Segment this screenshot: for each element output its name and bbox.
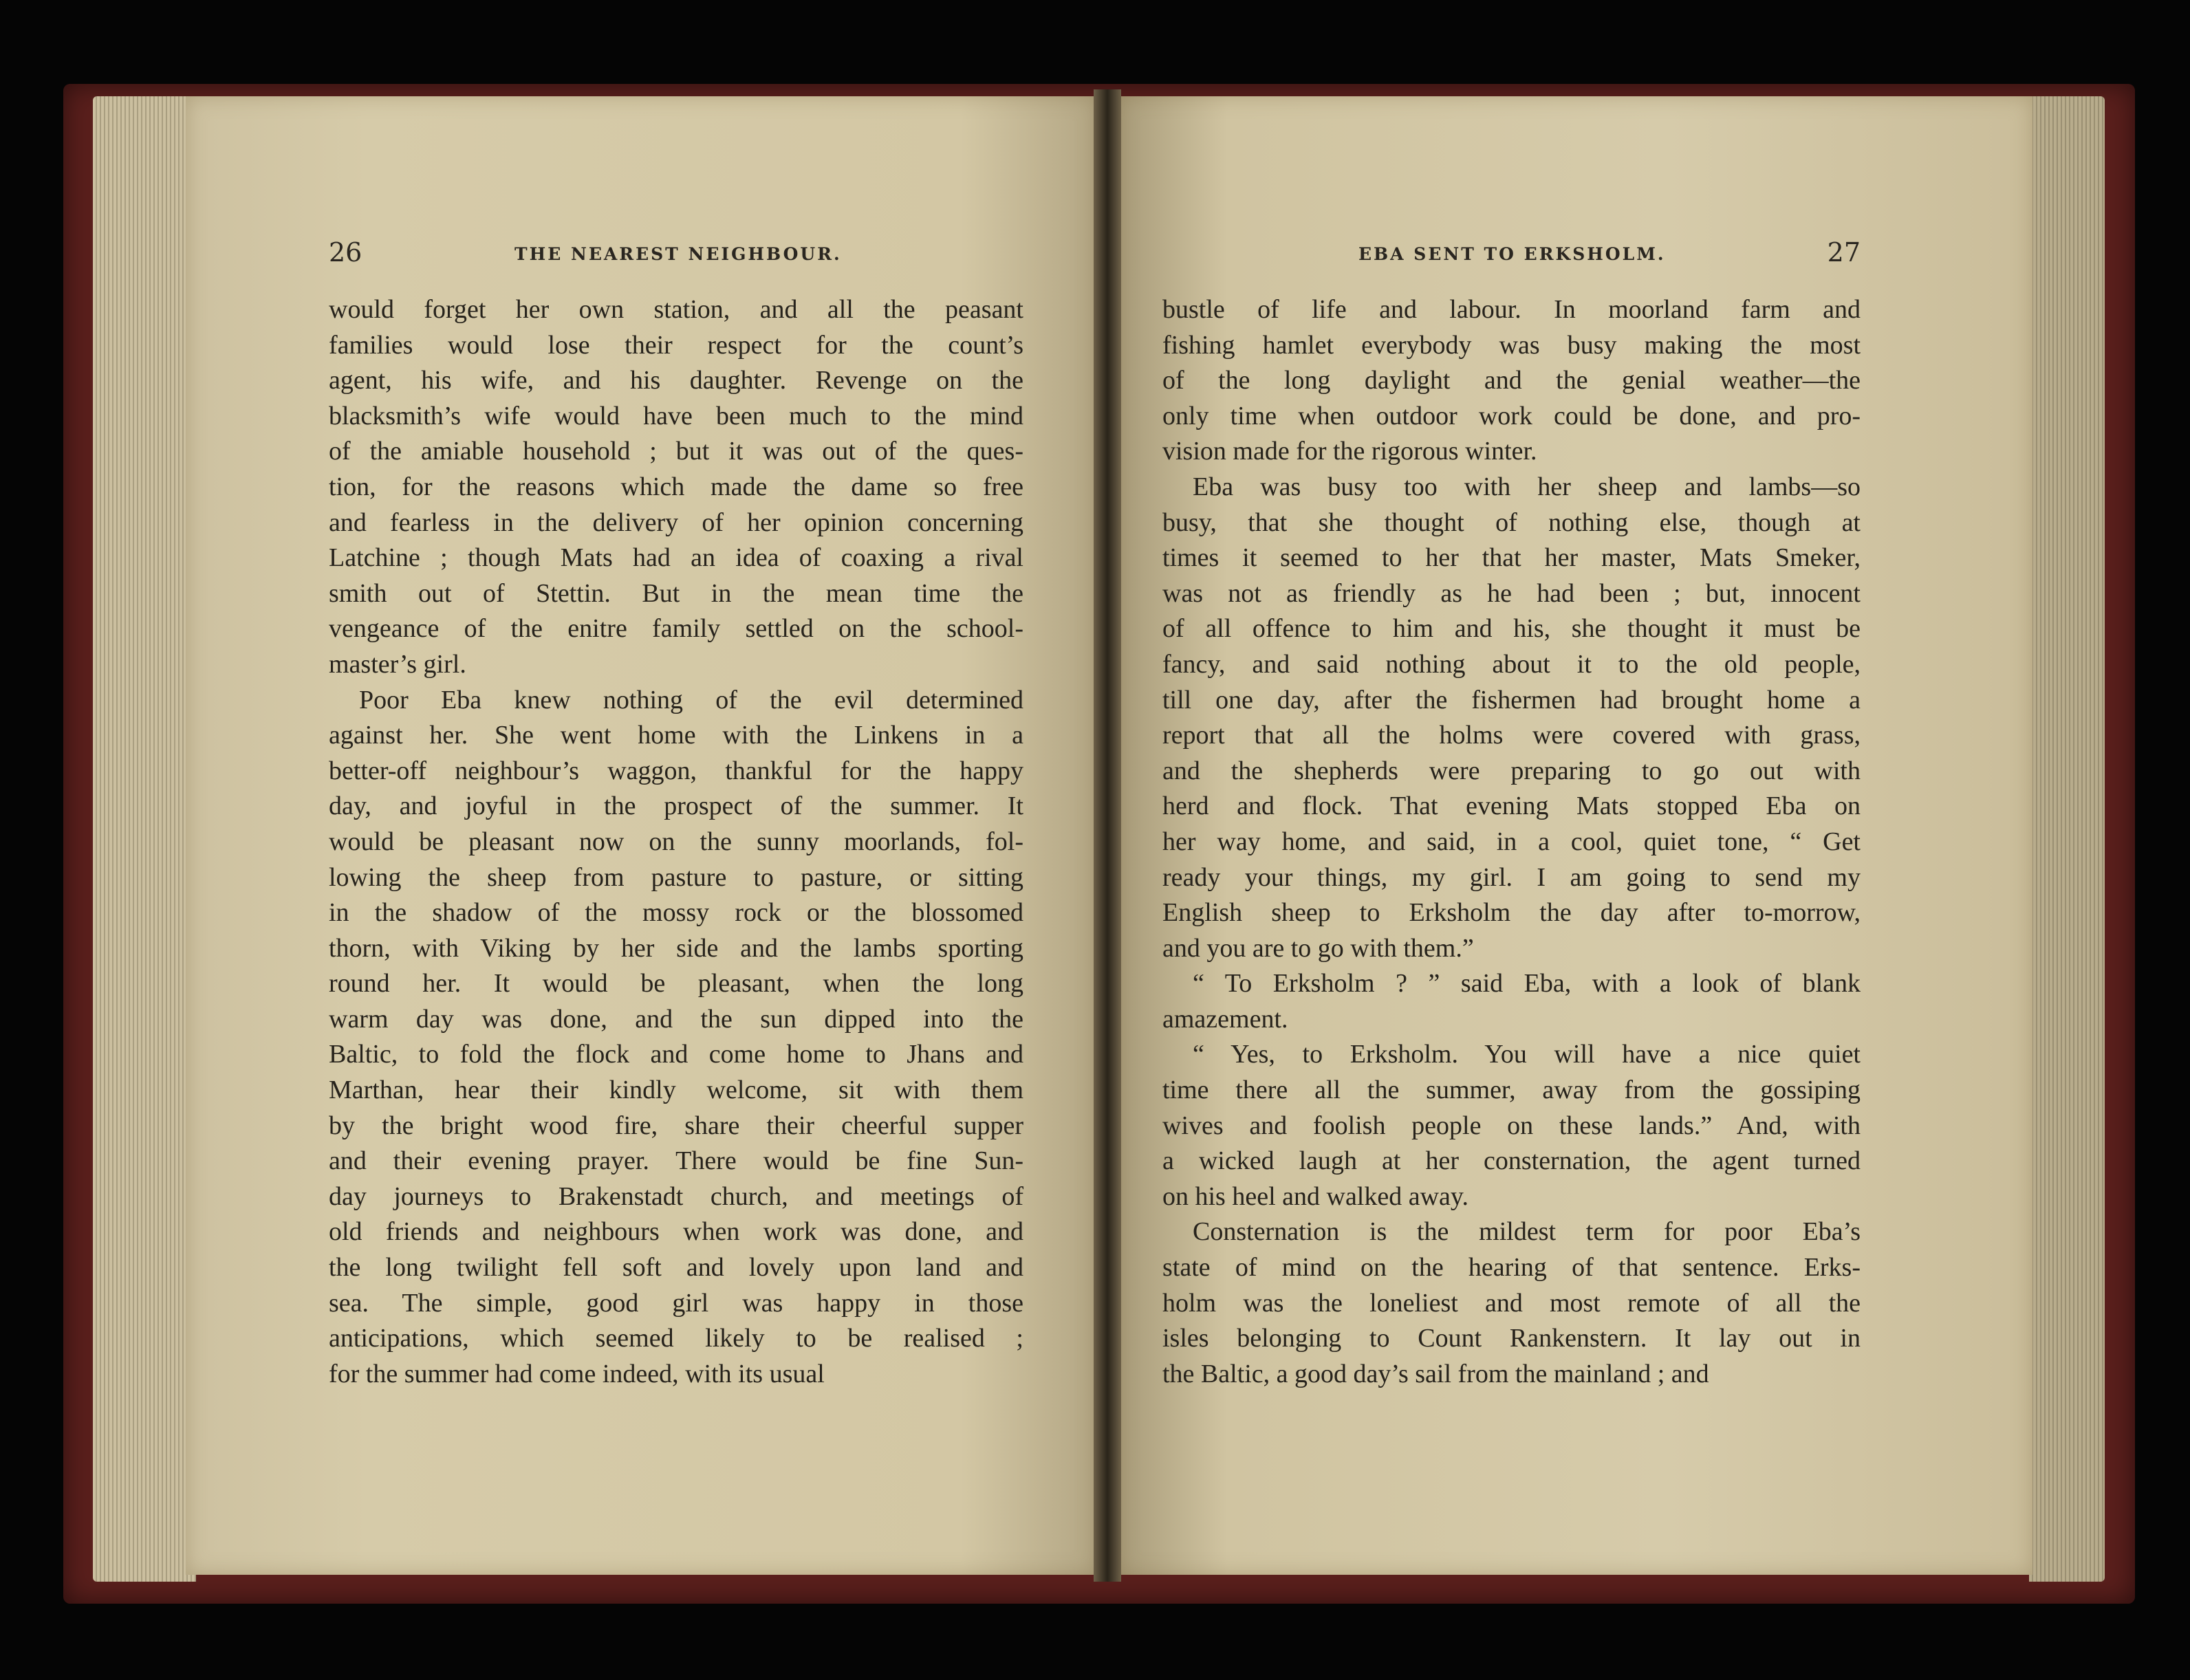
text-line: vengeance of the enitre family settled on the school- <box>329 614 1023 644</box>
text-line: against her. She went home with the Linkens in a <box>329 721 1023 750</box>
text-line: isles belonging to Count Rankenstern. It lay out in <box>1162 1324 1861 1353</box>
right-page-edges <box>2029 96 2105 1582</box>
right-page-number: 27 <box>1827 237 1861 268</box>
text-line: amazement. <box>1162 1004 1288 1034</box>
right-running-head: EBA SENT TO ERKSHOLM. <box>1358 244 1666 264</box>
text-line: tion, for the reasons which made the dame so free <box>329 472 1023 501</box>
text-line: day, and joyful in the prospect of the summer. It <box>329 792 1023 821</box>
text-line: families would lose their respect for the count’s <box>329 330 1023 360</box>
left-page-header <box>329 237 1023 272</box>
text-line: Baltic, to fold the flock and come home to Jhans and <box>329 1040 1023 1069</box>
text-line: of all offence to him and his, she thought it must be <box>1162 614 1861 644</box>
left-running-head: THE NEAREST NEIGHBOUR. <box>514 244 842 264</box>
text-line: and fearless in the delivery of her opinion concerning <box>329 508 1023 537</box>
text-line: Marthan, hear their kindly welcome, sit with them <box>329 1076 1023 1105</box>
text-line: round her. It would be pleasant, when the long <box>329 969 1023 999</box>
text-line: time there all the summer, away from the gossiping <box>1162 1076 1861 1105</box>
text-line: state of mind on the hearing of that sentence. Erks- <box>1162 1253 1861 1283</box>
text-line: Latchine ; though Mats had an idea of coaxing a rival <box>329 543 1023 573</box>
text-line: the long twilight fell soft and lovely upon land and <box>329 1253 1023 1283</box>
text-line: English sheep to Erksholm the day after to-morrow, <box>1162 898 1861 928</box>
text-line: till one day, after the fishermen had brought home a <box>1162 685 1861 714</box>
text-line: Eba was busy too with her sheep and lambs—so <box>1193 472 1861 501</box>
text-line: the Baltic, a good day’s sail from the mainland ; and <box>1162 1359 1709 1388</box>
text-line: blacksmith’s wife would have been much to the mind <box>329 401 1023 430</box>
text-line: old friends and neighbours when work was done, and <box>329 1217 1023 1247</box>
text-line: thorn, with Viking by her side and the lambs sporting <box>329 933 1023 963</box>
text-line: holm was the loneliest and most remote of all the <box>1162 1288 1861 1318</box>
text-line: busy, that she thought of nothing else, though at <box>1162 508 1861 537</box>
right-page-header <box>1162 237 1861 272</box>
text-line: agent, his wife, and his daughter. Revenge on the <box>329 366 1023 395</box>
text-line: “ Yes, to Erksholm. You will have a nice quiet <box>1193 1040 1861 1069</box>
text-line: would forget her own station, and all the peasant <box>329 295 1023 324</box>
text-line: vision made for the rigorous winter. <box>1162 437 1537 466</box>
text-line: master’s girl. <box>329 649 466 679</box>
text-line: Consternation is the mildest term for poor Eba’s <box>1193 1217 1861 1247</box>
text-line: sea. The simple, good girl was happy in those <box>329 1288 1023 1318</box>
left-page-edges <box>93 96 196 1582</box>
text-line: Poor Eba knew nothing of the evil determined <box>359 685 1023 714</box>
text-line: lowing the sheep from pasture to pasture, or sitting <box>329 862 1023 892</box>
text-line: in the shadow of the mossy rock or the blossomed <box>329 898 1023 928</box>
text-line: and you are to go with them.” <box>1162 933 1474 963</box>
text-line: of the long daylight and the genial weather—the <box>1162 366 1861 395</box>
text-line: anticipations, which seemed likely to be realised ; <box>329 1324 1023 1353</box>
text-line: bustle of life and labour. In moorland farm and <box>1162 295 1861 324</box>
text-line: day journeys to Brakenstadt church, and meetings of <box>329 1181 1023 1211</box>
text-line: fishing hamlet everybody was busy making the most <box>1162 330 1861 360</box>
text-line: of the amiable household ; but it was out of the ques- <box>329 437 1023 466</box>
text-line: wives and foolish people on these lands.” And, with <box>1162 1111 1861 1140</box>
book-gutter <box>1094 89 1121 1582</box>
text-line: was not as friendly as he had been ; but, innocent <box>1162 578 1861 608</box>
text-line: report that all the holms were covered with grass, <box>1162 721 1861 750</box>
text-line: ready your things, my girl. I am going to send my <box>1162 862 1861 892</box>
text-line: herd and flock. That evening Mats stopped Eba on <box>1162 792 1861 821</box>
text-line: on his heel and walked away. <box>1162 1181 1468 1211</box>
text-line: by the bright wood fire, share their cheerful supper <box>329 1111 1023 1140</box>
right-page-body <box>1162 292 1861 1392</box>
text-line: smith out of Stettin. But in the mean time the <box>329 578 1023 608</box>
text-line: and their evening prayer. There would be fine Sun- <box>329 1146 1023 1176</box>
text-line: only time when outdoor work could be done, and pro- <box>1162 401 1861 430</box>
text-line: and the shepherds were preparing to go out with <box>1162 756 1861 785</box>
text-line: “ To Erksholm ? ” said Eba, with a look of blank <box>1193 969 1861 999</box>
text-line: times it seemed to her that her master, Mats Smeker, <box>1162 543 1861 573</box>
text-line: her way home, and said, in a cool, quiet tone, “ Get <box>1162 827 1861 856</box>
text-line: for the summer had come indeed, with its usual <box>329 1359 825 1388</box>
left-page-number: 26 <box>329 237 362 268</box>
text-line: better-off neighbour’s waggon, thankful for the happy <box>329 756 1023 785</box>
left-page-body <box>329 292 1023 1392</box>
text-line: fancy, and said nothing about it to the old people, <box>1162 649 1861 679</box>
text-line: warm day was done, and the sun dipped into the <box>329 1004 1023 1034</box>
text-line: would be pleasant now on the sunny moorlands, fol- <box>329 827 1023 856</box>
text-line: a wicked laugh at her consternation, the agent turned <box>1162 1146 1861 1176</box>
